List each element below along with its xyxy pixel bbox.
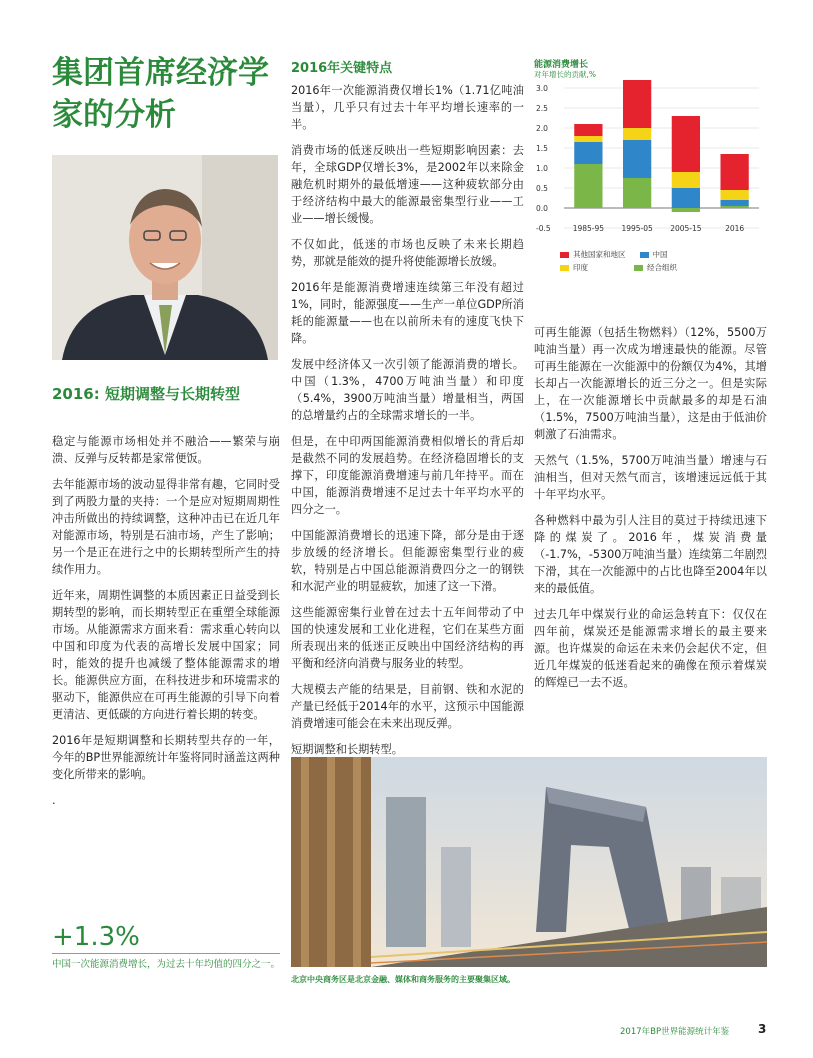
chart-subtitle: 对年增长的贡献,% bbox=[534, 70, 597, 79]
bar-segment bbox=[672, 188, 700, 208]
paragraph: 这些能源密集行业曾在过去十五年间带动了中国的快速发展和工业化进程，它们在某些方面所表现出来的低迷正反映出中国经济结构的再平衡和经济向消费与服务业的转型。 bbox=[291, 606, 524, 670]
bar-segment bbox=[574, 136, 602, 142]
paragraph: 天然气（1.5%，5700万吨油当量）增速与石油相当，但对天然气而言，该增速远远低于其十年平均水平。 bbox=[534, 454, 767, 501]
bar-segment bbox=[720, 190, 748, 200]
page-title: 集团首席经济学家的分析 bbox=[52, 55, 269, 133]
paragraph: 近年来，周期性调整的本质因素正日益受到长期转型的影响，而长期转型正在重塑全球能源市场。从能源需求方面来看：需求重心转向以中国和印度为代表的高增长发展中国家；同时，能效的提升也减缓了整体能源需求的增长。能源供应方面，在科技进步和环境需求的驱动下，能源供应在可再生能源的引导下向着更清洁、更低碳的方向进行着长期的转变。 bbox=[52, 589, 280, 721]
y-tick-label: 2.0 bbox=[536, 124, 548, 133]
stat-divider bbox=[52, 953, 280, 954]
portrait-photo bbox=[52, 155, 278, 360]
stat-description: 中国一次能源消费增长，为过去十年均值的四分之一。 bbox=[52, 959, 281, 970]
bar-segment bbox=[720, 206, 748, 208]
legend-item: 中国 bbox=[640, 249, 668, 260]
paragraph: 2016年是短期调整和长期转型共存的一年，今年的BP世界能源统计年鉴将同时涵盖这两种变化所带来的影响。 bbox=[52, 734, 280, 781]
bar-segment bbox=[574, 164, 602, 208]
x-tick-label: 1985-95 bbox=[572, 224, 605, 233]
legend-swatch bbox=[560, 265, 569, 271]
city-photo bbox=[291, 757, 767, 967]
paragraph: 过去几年中煤炭行业的命运急转直下：仅仅在四年前，煤炭还是能源需求增长的最主要来源。也许煤炭的命运在未来仍会起伏不定，但近几年煤炭的低迷看起来的确像在预示着煤炭的辉煌已一去不返。 bbox=[534, 608, 767, 689]
paragraph: 中国能源消费增长的迅速下降，部分是由于逐步放缓的经济增长。但能源密集型行业的疲软，特别是占中国总能源消费四分之一的钢铁和水泥产业的明显疲软，加速了这一下滑。 bbox=[291, 529, 524, 593]
paragraph: 稳定与能源市场相处并不融洽——繁荣与崩溃、反弹与反转都是家常便饭。 bbox=[52, 435, 280, 465]
bar-segment bbox=[720, 154, 748, 190]
legend-item: 印度 bbox=[560, 262, 588, 273]
paragraph: 各种燃料中最为引人注目的莫过于持续迅速下降的煤炭了。2016年，煤炭消费量（-1.7%，-5300万吨油当量）连续第二年剧烈下滑，其在一次能源中的占比也降至2004年以来的最低值。 bbox=[534, 514, 767, 595]
bar-segment bbox=[574, 124, 602, 136]
bar-segment bbox=[672, 172, 700, 188]
paragraph: 短期调整和长期转型。 bbox=[291, 743, 403, 756]
paragraph: 去年能源市场的波动显得非常有趣，它同时受到了两股力量的夹持：一个是应对短期周期性冲击所做出的持续调整，这种冲击已在近几年对能源市场，特别是石油市场，产生了影响；另一个是正在进行之中的长期转型所产生的持续作用力。 bbox=[52, 478, 280, 576]
paragraph: . bbox=[52, 794, 56, 807]
y-tick-label: 0.5 bbox=[536, 184, 548, 193]
legend-swatch bbox=[560, 252, 569, 258]
portrait-illustration bbox=[52, 155, 278, 360]
legend-item: 经合组织 bbox=[634, 262, 677, 273]
paragraph: 2016年一次能源消费仅增长1%（1.71亿吨油当量），几乎只有过去十年平均增长速率的一半。 bbox=[291, 84, 524, 131]
page-number: 3 bbox=[758, 1022, 767, 1036]
legend-swatch bbox=[634, 265, 643, 271]
y-tick-label: 3.0 bbox=[536, 84, 548, 93]
chart-legend bbox=[560, 249, 760, 273]
footer-title: 2017年BP世界能源统计年鉴 bbox=[620, 1027, 730, 1037]
bar-segment bbox=[672, 208, 700, 212]
section-heading: 2016: 短期调整与长期转型 bbox=[52, 385, 240, 403]
bar-segment bbox=[623, 140, 651, 178]
key-features-heading: 2016年关键特点 bbox=[291, 61, 393, 76]
x-tick-label: 1995-05 bbox=[621, 224, 653, 233]
legend-item: 其他国家和地区 bbox=[560, 249, 626, 260]
column-left bbox=[52, 433, 280, 818]
chart-title: 能源消费增长 bbox=[534, 60, 589, 70]
y-tick-label: -0.5 bbox=[536, 224, 551, 233]
photo-caption: 北京中央商务区是北京金融、媒体和商务服务的主要聚集区域。 bbox=[291, 975, 515, 984]
legend-swatch bbox=[640, 252, 649, 258]
paragraph: 大规模去产能的结果是，目前钢、铁和水泥的产量已经低于2014年的水平，这预示中国能源消费增速可能会在未来出现反弹。 bbox=[291, 683, 524, 730]
bar-segment bbox=[672, 116, 700, 172]
x-tick-label: 2005-15 bbox=[670, 224, 702, 233]
cbd-skyline-illustration bbox=[291, 757, 767, 967]
y-tick-label: 1.0 bbox=[536, 164, 548, 173]
y-tick-label: 0.0 bbox=[536, 204, 548, 213]
bar-segment bbox=[574, 142, 602, 164]
stat-value: +1.3% bbox=[52, 922, 140, 952]
paragraph: 消费市场的低迷反映出一些短期影响因素：去年，全球GDP仅增长3%，是2002年以来除金融危机时期外的最低增速——这种疲软部分由于经济结构中最大的能源最密集型行业——工业——增长缓慢。 bbox=[291, 144, 524, 225]
y-tick-label: 2.5 bbox=[536, 104, 548, 113]
paragraph: 发展中经济体又一次引领了能源消费的增长。中国（1.3%，4700万吨油当量）和印度（5.4%，3900万吨油当量）增量相当，两国的总增量约占的全球需求增长的一半。 bbox=[291, 358, 524, 422]
energy-growth-chart bbox=[534, 80, 767, 245]
column-right bbox=[534, 324, 767, 700]
paragraph: 不仅如此，低迷的市场也反映了未来长期趋势，那就是能效的提升将使能源增长放缓。 bbox=[291, 238, 524, 268]
paragraph: 但是，在中印两国能源消费相似增长的背后却是截然不同的发展趋势。在经济稳固增长的支撑下，印度能源消费增速与前几年持平。而在中国，能源消费增速不足过去十年平均水平的四分之一。 bbox=[291, 435, 524, 516]
x-tick-label: 2016 bbox=[725, 224, 745, 233]
paragraph: 可再生能源（包括生物燃料）（12%，5500万吨油当量）再一次成为增速最快的能源。尽管可再生能源在一次能源中的份额仅为4%，其增长却占一次能源增长的近三分之一。但是实际上，在一次能源增长中贡献最多的却是石油（1.5%，7500万吨油当量），这是由于低油价刺激了石油需求。 bbox=[534, 326, 767, 441]
bar-segment bbox=[623, 178, 651, 208]
column-middle bbox=[291, 82, 524, 810]
bar-segment bbox=[623, 80, 651, 128]
bar-segment bbox=[623, 128, 651, 140]
bar-segment bbox=[720, 200, 748, 206]
y-tick-label: 1.5 bbox=[536, 144, 548, 153]
paragraph: 2016年是能源消费增速连续第三年没有超过1%，同时，能源强度——生产一单位GDP所消耗的能源量——也在以前所未有的速度飞快下降。 bbox=[291, 281, 524, 345]
